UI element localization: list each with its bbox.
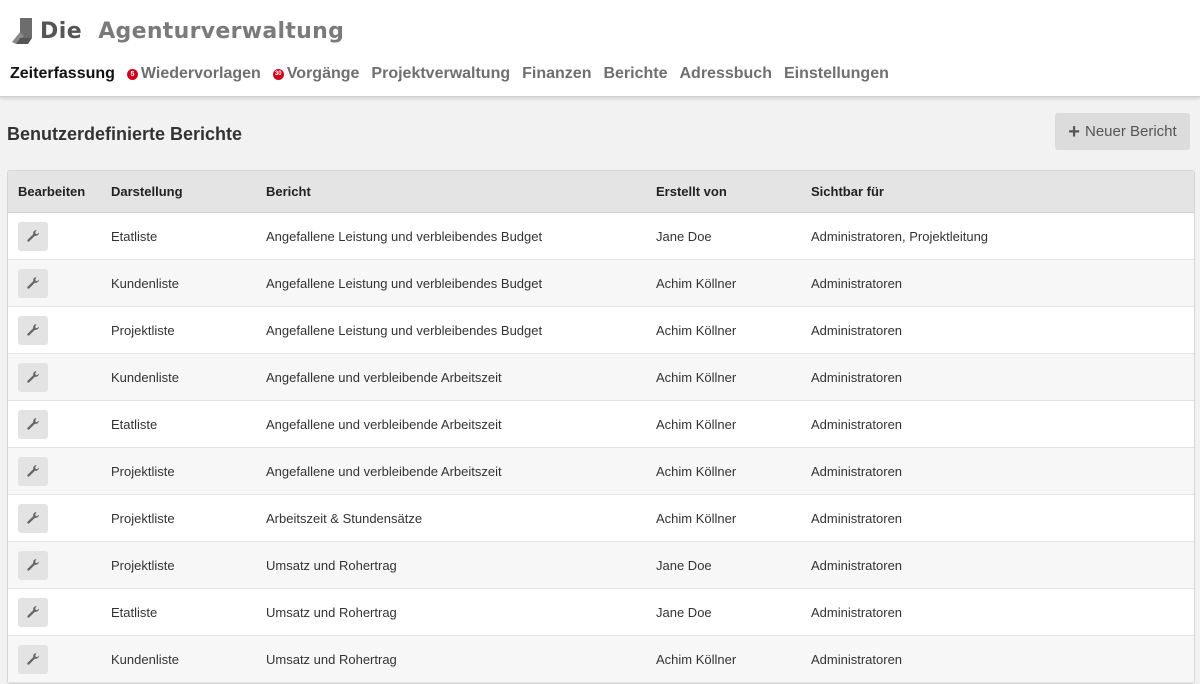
- cell-bericht: Angefallene Leistung und verbleibendes Budget: [266, 275, 543, 291]
- cell-erstellt-von: Achim Köllner: [656, 275, 737, 291]
- nav-item-label: Finanzen: [522, 65, 592, 82]
- main-nav: [10, 62, 901, 86]
- cell-erstellt-von: Achim Köllner: [656, 369, 737, 385]
- cell-sichtbar-fuer: Administratoren, Projektleitung: [811, 228, 989, 244]
- cell-erstellt-von: Achim Köllner: [656, 463, 737, 479]
- edit-button[interactable]: [18, 551, 48, 580]
- header-darstellung[interactable]: Darstellung: [111, 184, 183, 199]
- table-row: [8, 401, 1194, 448]
- wrench-icon: [26, 558, 40, 572]
- cell-sichtbar-fuer: Administratoren: [811, 604, 903, 620]
- reports-table: [7, 170, 1195, 684]
- cell-darstellung: Etatliste: [111, 416, 158, 432]
- table-row: [8, 213, 1194, 260]
- app-logo[interactable]: [10, 14, 344, 48]
- cell-bericht: Arbeitszeit & Stundensätze: [266, 510, 423, 526]
- plus-icon: +: [1068, 120, 1080, 143]
- table-header: [8, 171, 1194, 213]
- cell-bericht: Umsatz und Rohertrag: [266, 604, 397, 620]
- logo-prefix: Die: [40, 18, 83, 44]
- cell-sichtbar-fuer: Administratoren: [811, 463, 903, 479]
- nav-item-adressbuch[interactable]: [680, 65, 772, 83]
- wrench-icon: [26, 652, 40, 666]
- table-row: [8, 542, 1194, 589]
- cell-darstellung: Projektliste: [111, 463, 175, 479]
- cell-bericht: Angefallene und verbleibende Arbeitszeit: [266, 463, 502, 479]
- cell-sichtbar-fuer: Administratoren: [811, 369, 903, 385]
- cell-bericht: Umsatz und Rohertrag: [266, 651, 397, 667]
- cell-erstellt-von: Achim Köllner: [656, 510, 737, 526]
- new-report-label: Neuer Bericht: [1084, 123, 1177, 140]
- nav-item-label: Einstellungen: [783, 65, 889, 82]
- table-row: [8, 354, 1194, 401]
- nav-item-label: Wiedervorlagen: [140, 65, 261, 82]
- count-badge: 30: [273, 69, 284, 80]
- header-erstellt-von[interactable]: Erstellt von: [656, 184, 727, 199]
- logo-icon: [10, 16, 38, 46]
- table-row: [8, 495, 1194, 542]
- cell-bericht: Angefallene Leistung und verbleibendes Budget: [266, 322, 543, 338]
- wrench-icon: [26, 370, 40, 384]
- cell-erstellt-von: Jane Doe: [656, 557, 712, 573]
- wrench-icon: [26, 417, 40, 431]
- edit-button[interactable]: [18, 222, 48, 251]
- page-title: Benutzerdefinierte Berichte: [7, 124, 243, 144]
- cell-erstellt-von: Achim Köllner: [656, 322, 737, 338]
- cell-bericht: Angefallene Leistung und verbleibendes Budget: [266, 228, 543, 244]
- table-row: [8, 589, 1194, 636]
- edit-button[interactable]: [18, 504, 48, 533]
- nav-item-finanzen[interactable]: [522, 65, 591, 83]
- logo-name: Agenturverwaltung: [98, 18, 345, 44]
- edit-button[interactable]: [18, 457, 48, 486]
- cell-bericht: Angefallene und verbleibende Arbeitszeit: [266, 369, 502, 385]
- table-row: [8, 636, 1194, 683]
- table-body: [8, 213, 1194, 683]
- nav-item-berichte[interactable]: [603, 65, 667, 83]
- cell-darstellung: Etatliste: [111, 228, 158, 244]
- edit-button[interactable]: [18, 598, 48, 627]
- table-row: [8, 307, 1194, 354]
- cell-darstellung: Kundenliste: [111, 651, 179, 667]
- nav-item-label: Zeiterfassung: [10, 65, 115, 82]
- header-bearbeiten: Bearbeiten: [18, 184, 86, 199]
- edit-button[interactable]: [18, 316, 48, 345]
- cell-sichtbar-fuer: Administratoren: [811, 322, 903, 338]
- nav-item-projektverwaltung[interactable]: [371, 65, 510, 83]
- wrench-icon: [26, 323, 40, 337]
- wrench-icon: [26, 511, 40, 525]
- cell-darstellung: Projektliste: [111, 510, 175, 526]
- nav-item-label: Adressbuch: [679, 65, 772, 82]
- edit-button[interactable]: [18, 645, 48, 674]
- nav-item-label: Vorgänge: [286, 65, 360, 82]
- cell-sichtbar-fuer: Administratoren: [811, 275, 903, 291]
- cell-darstellung: Kundenliste: [111, 369, 179, 385]
- cell-darstellung: Kundenliste: [111, 275, 179, 291]
- cell-darstellung: Projektliste: [111, 557, 175, 573]
- edit-button[interactable]: [18, 363, 48, 392]
- cell-erstellt-von: Jane Doe: [656, 604, 712, 620]
- wrench-icon: [26, 229, 40, 243]
- cell-bericht: Umsatz und Rohertrag: [266, 557, 397, 573]
- nav-item-label: Berichte: [603, 65, 668, 82]
- count-badge: 5: [127, 69, 138, 80]
- nav-item-wiedervorlagen[interactable]: [127, 65, 261, 83]
- header-sichtbar-fuer[interactable]: Sichtbar für: [811, 184, 884, 199]
- app-header: [0, 0, 1200, 97]
- edit-button[interactable]: [18, 269, 48, 298]
- new-report-button[interactable]: [1055, 113, 1190, 150]
- edit-button[interactable]: [18, 410, 48, 439]
- cell-darstellung: Projektliste: [111, 322, 175, 338]
- nav-item-einstellungen[interactable]: [784, 65, 889, 83]
- cell-bericht: Angefallene und verbleibende Arbeitszeit: [266, 416, 502, 432]
- cell-sichtbar-fuer: Administratoren: [811, 510, 903, 526]
- table-row: [8, 260, 1194, 307]
- header-bericht[interactable]: Bericht: [266, 184, 311, 199]
- nav-item-label: Projektverwaltung: [371, 65, 511, 82]
- nav-item-vorgaenge[interactable]: [273, 65, 360, 83]
- cell-sichtbar-fuer: Administratoren: [811, 557, 903, 573]
- cell-erstellt-von: Achim Köllner: [656, 416, 737, 432]
- table-row: [8, 448, 1194, 495]
- cell-sichtbar-fuer: Administratoren: [811, 651, 903, 667]
- wrench-icon: [26, 605, 40, 619]
- wrench-icon: [26, 464, 40, 478]
- cell-sichtbar-fuer: Administratoren: [811, 416, 903, 432]
- cell-darstellung: Etatliste: [111, 604, 158, 620]
- wrench-icon: [26, 276, 40, 290]
- cell-erstellt-von: Jane Doe: [656, 228, 712, 244]
- cell-erstellt-von: Achim Köllner: [656, 651, 737, 667]
- nav-item-zeiterfassung[interactable]: [10, 65, 115, 83]
